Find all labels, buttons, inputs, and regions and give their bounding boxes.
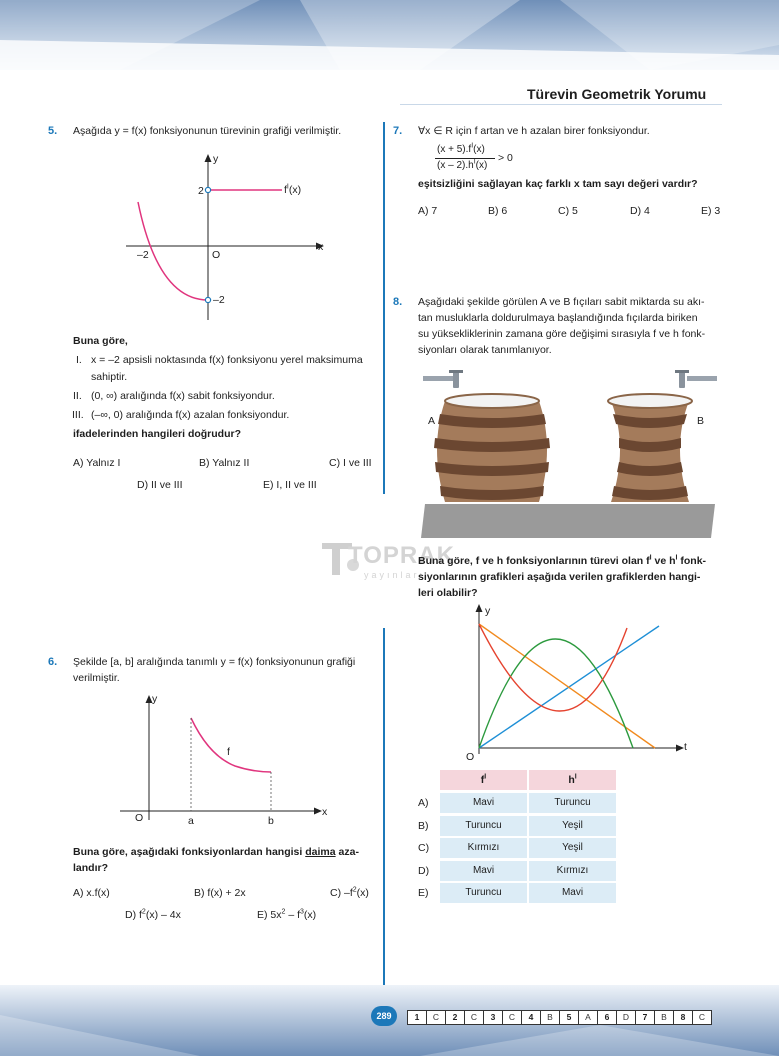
q5-option-b[interactable]: B) Yalnız II — [199, 457, 250, 469]
q5-s1a: x = –2 apsisli noktasında f(x) fonksiyonu yerel maksimuma — [91, 354, 363, 366]
faucet-a-icon — [423, 370, 463, 388]
answer-key-answer: B — [655, 1011, 674, 1024]
q5-axis-y: y — [213, 153, 219, 165]
answer-key-number: 1 — [408, 1011, 427, 1024]
column-divider-top — [383, 122, 385, 494]
q8-line1: Aşağıdaki şekilde görülen A ve B fıçıları sabit miktarda su akı- — [418, 296, 705, 308]
watermark-text: TOPRAK — [348, 542, 455, 569]
q5-axis-x: x — [318, 241, 324, 253]
q7-inequality: > 0 — [498, 152, 513, 164]
answer-key-answer: C — [427, 1011, 446, 1024]
q6-axis-x: x — [322, 806, 328, 818]
faucet-b-icon — [675, 370, 717, 388]
q5-stem: Aşağıda y = f(x) fonksiyonunun türevinin grafiği verilmiştir. — [73, 125, 342, 137]
q8-question-line3: leri olabilir? — [418, 587, 478, 599]
q6-option-a[interactable]: A) x.f(x) — [73, 887, 110, 899]
q7-number: 7. — [393, 125, 403, 137]
q7-option-c[interactable]: C) 5 — [558, 205, 578, 217]
q5-option-e[interactable]: E) I, II ve III — [263, 479, 317, 491]
page-title: Türevin Geometrik Yorumu — [527, 86, 707, 102]
table-cell-h: Yeşil — [529, 838, 616, 858]
q8-barrels-illustration — [415, 368, 725, 538]
q6-number: 6. — [48, 656, 58, 668]
table-cell-f: Mavi — [440, 861, 527, 881]
answer-key — [407, 1010, 712, 1025]
q6-stem1: Şekilde [a, b] aralığında tanımlı y = f(x) fonksiyonunun grafiği — [73, 656, 356, 668]
answer-key-number: 7 — [636, 1011, 655, 1024]
q5-curve-label: $f^I(x)$ — [284, 183, 302, 196]
q5-s2-num: II. — [73, 390, 82, 402]
table-cell-h: Turuncu — [529, 793, 616, 813]
q8-line4: siyonları olarak tanımlanıyor. — [418, 344, 552, 356]
q7-option-a[interactable]: A) 7 — [418, 205, 438, 217]
q5-s3: (–∞, 0) aralığında f(x) azalan fonksiyondur. — [91, 409, 290, 421]
q7-question: eşitsizliğini sağlayan kaç farklı x tam sayı değeri vardır? — [418, 178, 698, 190]
answer-key-number: 4 — [522, 1011, 541, 1024]
q7-numerator: $(x + 5).f^I(x)$ — [437, 142, 485, 155]
table-row-option-label[interactable]: C) — [418, 842, 430, 854]
q8-axis-y: y — [485, 605, 491, 617]
q5-s2: (0, ∞) aralığında f(x) sabit fonksiyondur. — [91, 390, 275, 402]
q5-s1b: sahiptir. — [91, 371, 128, 383]
answer-key-number: 3 — [484, 1011, 503, 1024]
table-row-option-label[interactable]: D) — [418, 864, 430, 877]
q5-option-c[interactable]: C) I ve III — [329, 457, 372, 469]
q5-tick-neg2-x: –2 — [137, 249, 149, 261]
q6-origin: O — [135, 812, 144, 824]
q7-option-d[interactable]: D) 4 — [630, 205, 650, 217]
column-divider-bottom — [383, 628, 385, 1008]
table-header-f: $f^I$ — [440, 770, 527, 790]
watermark-subtext: yayınları — [364, 570, 426, 580]
q6-label-a: a — [188, 815, 194, 827]
q5-option-d[interactable]: D) II ve III — [137, 479, 183, 491]
q5-tick-2: 2 — [198, 185, 204, 197]
q6-stem2: verilmiştir. — [73, 672, 120, 684]
answer-key-answer: A — [579, 1011, 598, 1024]
q5-derivative-graph — [118, 150, 338, 325]
q8-axis-t: t — [684, 741, 687, 753]
q5-option-a[interactable]: A) Yalnız I — [73, 457, 121, 469]
table-cell-h: Mavi — [529, 883, 616, 903]
q8-origin: O — [466, 751, 475, 763]
barrel-a-label: A — [428, 415, 436, 427]
title-underline — [400, 104, 722, 105]
table-row-option-label[interactable]: E) — [418, 887, 429, 899]
q5-intro: Buna göre, — [73, 335, 128, 347]
q6-question-line1: Buna göre, aşağıdaki fonksiyonlardan hangisi daima aza- — [73, 846, 359, 858]
q7-option-e[interactable]: E) 3 — [701, 205, 721, 217]
answer-key-answer: B — [541, 1011, 560, 1024]
q6-option-c[interactable]: C) $-f^2(x)$ — [330, 886, 369, 899]
q6-option-d[interactable]: D) $f^2(x) - 4x$ — [125, 908, 181, 921]
q8-line3: su yüksekliklerinin zamana göre değişimi sırasıyla f ve h fonk- — [418, 328, 706, 340]
q6-option-b[interactable]: B) f(x) + 2x — [194, 887, 246, 899]
q6-function-graph — [115, 690, 335, 825]
table-cell-f: Mavi — [440, 793, 527, 813]
q7-option-b[interactable]: B) 6 — [488, 205, 508, 217]
q5-number: 5. — [48, 125, 58, 137]
answer-key-answer: C — [503, 1011, 522, 1024]
q7-line1: ∀x ∈ R için f artan ve h azalan birer fonksiyondur. — [418, 125, 650, 137]
answer-key-answer: D — [617, 1011, 636, 1024]
q6-label-b: b — [268, 815, 274, 827]
table-row-option-label[interactable]: B) — [418, 819, 429, 832]
table-cell-f: Kırmızı — [440, 838, 527, 858]
q8-derivative-graphs — [455, 600, 685, 760]
header-band — [0, 0, 779, 70]
q6-axis-y: y — [152, 693, 158, 705]
answer-key-answer: C — [693, 1011, 711, 1024]
q7-denominator: $(x - 2).h^I(x)$ — [437, 158, 488, 171]
q8-number: 8. — [393, 296, 403, 308]
barrel-b-label: B — [697, 415, 705, 427]
table-cell-f: Turuncu — [440, 816, 527, 836]
q6-curve-label: f — [227, 746, 230, 758]
q5-origin: O — [212, 249, 221, 261]
q5-tick-neg2-y: –2 — [213, 294, 225, 306]
answer-key-number: 2 — [446, 1011, 465, 1024]
q5-s3-num: III. — [72, 409, 84, 421]
answer-key-answer: C — [465, 1011, 484, 1024]
page-number-badge: 289 — [371, 1006, 397, 1026]
table-cell-h: Kırmızı — [529, 861, 616, 881]
q8-line2: tan musluklarla doldurulmaya başlandığında fıçılarda biriken — [418, 312, 698, 324]
table-row-option-label[interactable]: A) — [418, 797, 429, 809]
q5-question: ifadelerinden hangileri doğrudur? — [73, 428, 242, 440]
table-cell-h: Yeşil — [529, 816, 616, 836]
q8-question-line2: siyonlarının grafikleri aşağıda verilen grafiklerden hangi- — [418, 571, 701, 583]
q6-question-line2: landır? — [73, 862, 109, 874]
answer-key-number: 8 — [674, 1011, 693, 1024]
answer-key-number: 6 — [598, 1011, 617, 1024]
answer-key-number: 5 — [560, 1011, 579, 1024]
q8-question-line1: Buna göre, f ve h fonksiyonlarının türevi olan $f^I$ ve $h^I$ fonk- — [418, 554, 707, 567]
q5-s1-num: I. — [76, 354, 82, 366]
table-header-h: $h^I$ — [529, 770, 616, 790]
q6-option-e[interactable]: E) $5x^2 - f^3(x)$ — [257, 908, 317, 921]
table-cell-f: Turuncu — [440, 883, 527, 903]
